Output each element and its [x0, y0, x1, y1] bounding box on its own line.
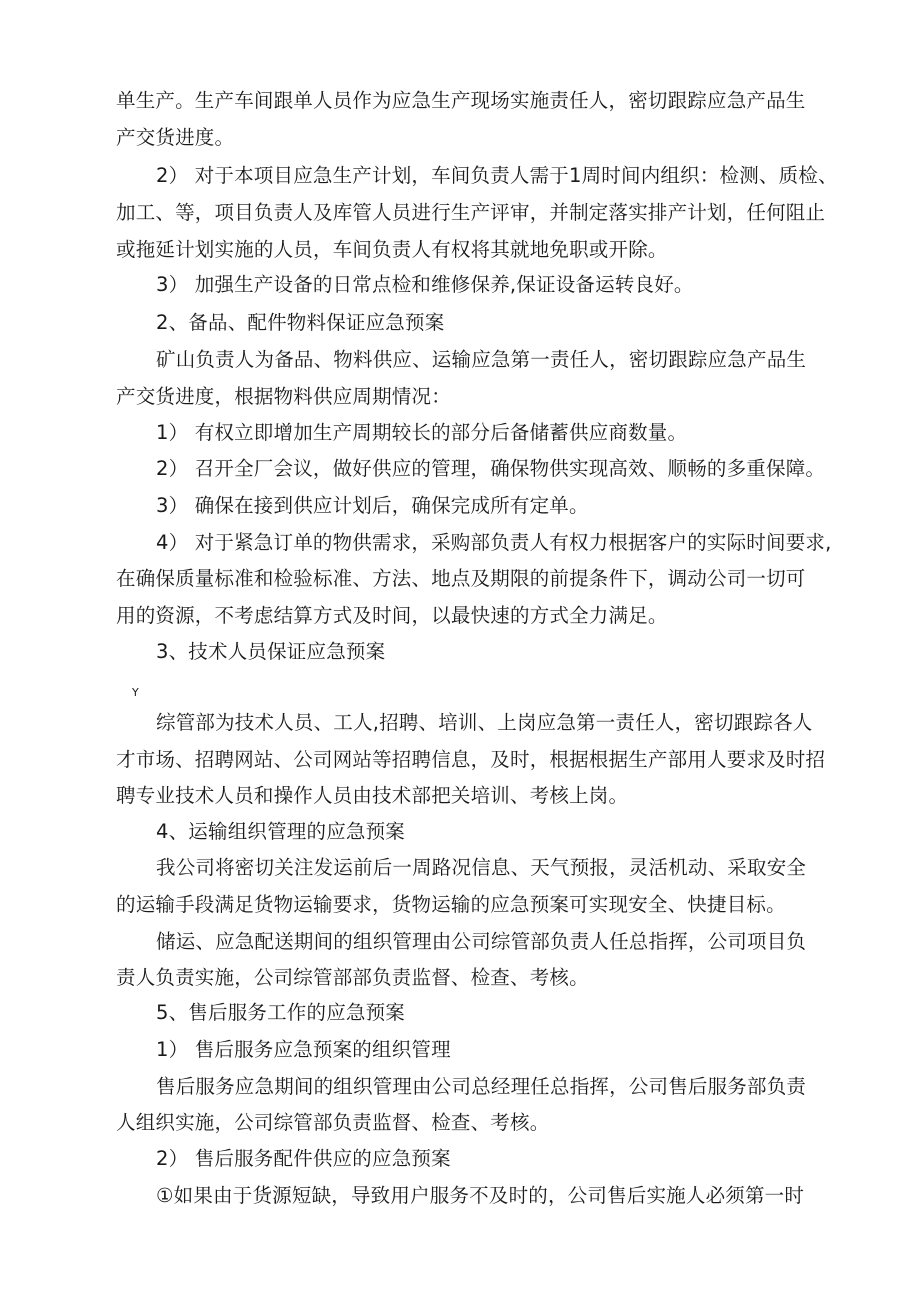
text-line-13: 4） 对于紧急订单的物供需求，采购部负责人有权力根据客户的实际时间要求,: [156, 531, 832, 554]
text-line-24: 责人负责实施，公司综管部部负责监督、检查、考核。: [116, 966, 589, 989]
text-line-10: 1） 有权立即增加生产周期较长的部分后备储蓄供应商数量。: [156, 421, 688, 444]
text-line-11: 2） 召开全厂会议，做好供应的管理，确保物供实现高效、顺畅的多重保障。: [156, 457, 826, 480]
text-line-27: 售后服务应急期间的组织管理由公司总经理任总指挥，公司售后服务部负责: [156, 1075, 807, 1098]
text-line-15: 用的资源，不考虑结算方式及时间，以最快速的方式全力满足。: [116, 604, 668, 627]
text-line-3: 2） 对于本项目应急生产计划，车间负责人需于1周时间内组织：检测、质检、: [156, 164, 838, 187]
text-line-5: 或拖延计划实施的人员，车间负责人有权将其就地免职或开除。: [116, 238, 668, 261]
text-line-1: 单生产。生产车间跟单人员作为应急生产现场实施责任人，密切跟踪应急产品生: [116, 89, 806, 112]
text-line-14: 在确保质量标准和检验标准、方法、地点及期限的前提条件下，调动公司一切可: [116, 567, 806, 590]
text-line-12: 3） 确保在接到供应计划后，确保完成所有定单。: [156, 494, 589, 517]
text-line-4: 加工、等，项目负责人及库管人员进行生产评审，并制定落实排产计划，任何阻止: [116, 201, 826, 224]
text-line-26: 1） 售后服务应急预案的组织管理: [156, 1038, 451, 1061]
text-line-8: 矿山负责人为备品、物料供应、运输应急第一责任人，密切跟踪应急产品生: [156, 348, 807, 371]
text-line-2: 产交货进度。: [116, 126, 235, 149]
section-heading-3: 3、技术人员保证应急预案: [156, 640, 386, 663]
text-line-19: 聘专业技术人员和操作人员由技术部把关培训、考核上岗。: [116, 784, 629, 807]
text-line-6: 3） 加强生产设备的日常点检和维修保养,保证设备运转良好。: [156, 273, 694, 296]
text-line-22: 的运输手段满足货物运输要求，货物运输的应急预案可实现安全、快捷目标。: [116, 893, 786, 916]
text-line-29: 2） 售后服务配件供应的应急预案: [156, 1147, 451, 1170]
section-heading-2: 2、备品、配件物料保证应急预案: [156, 311, 445, 334]
text-line-30: ①如果由于货源短缺，导致用户服务不及时的，公司售后实施人必须第一时: [156, 1184, 805, 1207]
text-line-18: 才市场、招聘网站、公司网站等招聘信息，及时，根据根据生产部用人要求及时招: [116, 748, 826, 771]
text-line-9: 产交货进度，根据物料供应周期情况：: [116, 385, 451, 408]
text-line-21: 我公司将密切关注发运前后一周路况信息、天气预报，灵活机动、采取安全: [156, 856, 807, 879]
text-line-28: 人组织实施，公司综管部负责监督、检查、考核。: [116, 1111, 550, 1134]
text-line-17: 综管部为技术人员、工人,招聘、培训、上岗应急第一责任人，密切跟踪各人: [156, 711, 813, 734]
section-heading-4: 4、运输组织管理的应急预案: [156, 820, 406, 843]
stray-mark: Y: [132, 686, 139, 699]
text-line-23: 储运、应急配送期间的组织管理由公司综管部负责人任总指挥，公司项目负: [156, 930, 807, 953]
section-heading-5: 5、售后服务工作的应急预案: [156, 1001, 406, 1024]
